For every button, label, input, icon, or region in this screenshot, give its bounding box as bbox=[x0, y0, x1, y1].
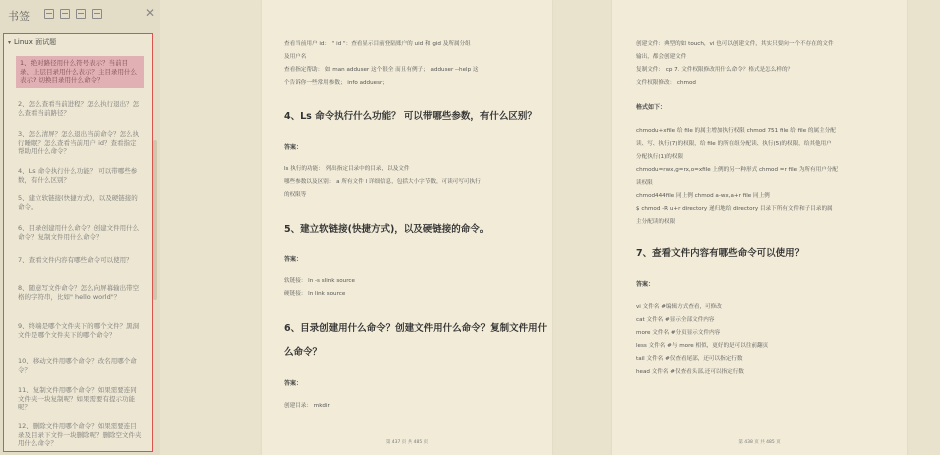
sidebar-title: 书签 bbox=[8, 10, 30, 23]
bookmark-sidebar bbox=[0, 0, 160, 455]
section-heading: 7、查看文件内容有哪些命令可以使用？ bbox=[636, 248, 805, 259]
answer-label: 答案： bbox=[636, 281, 655, 288]
page-text: chmod444file 同上例 chmod a-wx,a+r file 同上例 bbox=[636, 193, 770, 199]
section-heading: 6、目录创建用什么命令？创建文件用什么命令？复制文件用什 bbox=[284, 323, 548, 334]
page-text: 的权限等 bbox=[284, 192, 307, 198]
answer-label: 答案： bbox=[284, 380, 303, 387]
bookmark-item[interactable]: 9、终端是哪个文件夹下的哪个文件？黑洞文件是哪个文件夹下的哪个命令？ bbox=[18, 322, 140, 339]
add-bookmark-icon[interactable] bbox=[76, 9, 86, 19]
page-text: 主分配读的权限 bbox=[636, 219, 676, 225]
bookmark-expand-icon[interactable] bbox=[60, 9, 70, 19]
page-text: head 文件名 #仅查看头部,还可以指定行数 bbox=[636, 369, 744, 375]
page-text: 复制文件： cp 7. 文件权限修改用什么命令？格式是怎么样的？ bbox=[636, 67, 794, 73]
page-text: 创建目录： mkdir bbox=[284, 403, 330, 409]
bookmark-item[interactable]: 10、移动文件用哪个命令？改名用哪个命令？ bbox=[18, 357, 137, 374]
close-sidebar-icon[interactable]: ✕ bbox=[145, 6, 156, 20]
page-text: vi 文件名 #编辑方式查看，可修改 bbox=[636, 304, 722, 310]
page-text: 分配执行(1)的权限 bbox=[636, 154, 684, 160]
bookmark-item[interactable]: 12、删除文件用哪个命令？如果需要连目录及目录下文件一块删除呢？删除空文件夹用什么命令？ bbox=[18, 422, 142, 447]
page-text: cat 文件名 #显示全部文件内容 bbox=[636, 317, 715, 323]
page-text: more 文件名 #分页显示文件内容 bbox=[636, 330, 721, 336]
format-label: 格式如下： bbox=[636, 104, 667, 111]
section-heading: 4、Ls 命令执行什么功能？ 可以带哪些参数，有什么区别？ bbox=[284, 111, 537, 122]
bookmark-root-label: Linux 面试题 bbox=[14, 38, 57, 46]
bookmark-collapse-icon[interactable] bbox=[44, 9, 54, 19]
bookmark-item[interactable]: 7、查看文件内容有哪些命令可以使用？ bbox=[18, 256, 133, 264]
bookmark-item[interactable]: 8、随意写文件命令？怎么向屏幕输出带空格的字符串，比如" hello world"？ bbox=[18, 284, 140, 301]
document-page bbox=[262, 0, 552, 455]
sidebar-toolbar bbox=[0, 0, 160, 30]
section-heading: 么命令？ bbox=[284, 347, 323, 358]
page-text: 软链接： ln -s slink source bbox=[284, 278, 355, 284]
page-text: 创建文件：典型的如 touch，vi 也可以创建文件，其实只要向一个不存在的文件 bbox=[636, 41, 834, 47]
bookmark-item[interactable]: 3、怎么清屏？怎么退出当前命令？怎么执行睡眠？怎么查看当前用户 id？查看指定帮助用什么命令？ bbox=[18, 130, 140, 155]
page-text: 查看指定帮助： 如 man adduser 这个很全 而且有例子； adduser --help 这 bbox=[284, 67, 479, 73]
page-text: 硬链接： ln link source bbox=[284, 291, 346, 297]
remove-bookmark-icon[interactable] bbox=[92, 9, 102, 19]
page-text: 哪些参数以及区别： a 所有文件 l 详细信息，包括大小字节数，可读可写可执行 bbox=[284, 179, 481, 185]
section-heading: 5、建立软链接(快捷方式)，以及硬链接的命令。 bbox=[284, 224, 490, 235]
bookmark-item[interactable]: 11、复制文件用哪个命令？如果需要连同文件夹一块复制呢？如果需要有提示功能呢？ bbox=[18, 386, 137, 411]
page-text: 读、写、执行(7)的权限，给 file 的所在组分配读、执行(5)的权限，给其他用户 bbox=[636, 141, 832, 147]
page-text: 文件权限修改： chmod bbox=[636, 80, 696, 86]
bookmark-root[interactable] bbox=[8, 37, 56, 47]
page-text: 查看当前用户 id： " id "：查看显示目前登陆账户的 uid 和 gid 及所属分组 bbox=[284, 41, 471, 47]
page-text: 个告诉你一些常用参数； info adduesr； bbox=[284, 80, 388, 86]
answer-label: 答案： bbox=[284, 144, 303, 151]
bookmark-item[interactable]: 2、怎么查看当前进程？怎么执行退出？怎么查看当前路径？ bbox=[18, 100, 140, 117]
sidebar-scrollbar[interactable] bbox=[153, 140, 157, 300]
collapse-triangle-icon[interactable]: ▾ bbox=[8, 38, 12, 46]
page-text: 输出，都会创建文件 bbox=[636, 54, 687, 60]
page-text: chmodu+xfile 给 file 的属主增加执行权限 chmod 751 file 给 file 的属主分配 bbox=[636, 128, 836, 134]
page-text: chmodu=rwx,g=rx,o=xfile 上例的另一种形式 chmod =r file 为所有用户分配 bbox=[636, 167, 838, 173]
page-footer: 第 438 页 共 485 页 bbox=[738, 440, 781, 445]
page-text: tail 文件名 #仅查看尾部，还可以指定行数 bbox=[636, 356, 743, 362]
bookmark-item[interactable]: 4、Ls 命令执行什么功能？ 可以带哪些参数，有什么区别？ bbox=[18, 167, 138, 184]
page-text: $ chmod -R u+r directory 递归地给 directory 目录下所有文件和子目录的属 bbox=[636, 206, 833, 212]
page-text: less 文件名 #与 more 相似，更好的是可以往前翻页 bbox=[636, 343, 769, 349]
bookmark-tree bbox=[3, 33, 153, 452]
page-text: ls 执行的功能： 列出指定目录中的目录，以及文件 bbox=[284, 166, 410, 172]
page-text: 读权限 bbox=[636, 180, 653, 186]
document-page bbox=[612, 0, 907, 455]
bookmark-item[interactable]: 1、绝对路径用什么符号表示？当前目录、上层目录用什么表示？主目录用什么表示? 切换目录用什么命令？ bbox=[16, 56, 144, 88]
bookmark-item[interactable]: 5、建立软链接(快捷方式)，以及硬链接的命令。 bbox=[18, 194, 138, 211]
page-footer: 第 437 页 共 485 页 bbox=[385, 440, 429, 445]
answer-label: 答案： bbox=[284, 256, 303, 263]
bookmark-item[interactable]: 6、目录创建用什么命令？创建文件用什么命令？复制文件用什么命令？ bbox=[18, 224, 140, 241]
page-text: 及用户名 bbox=[284, 54, 307, 60]
